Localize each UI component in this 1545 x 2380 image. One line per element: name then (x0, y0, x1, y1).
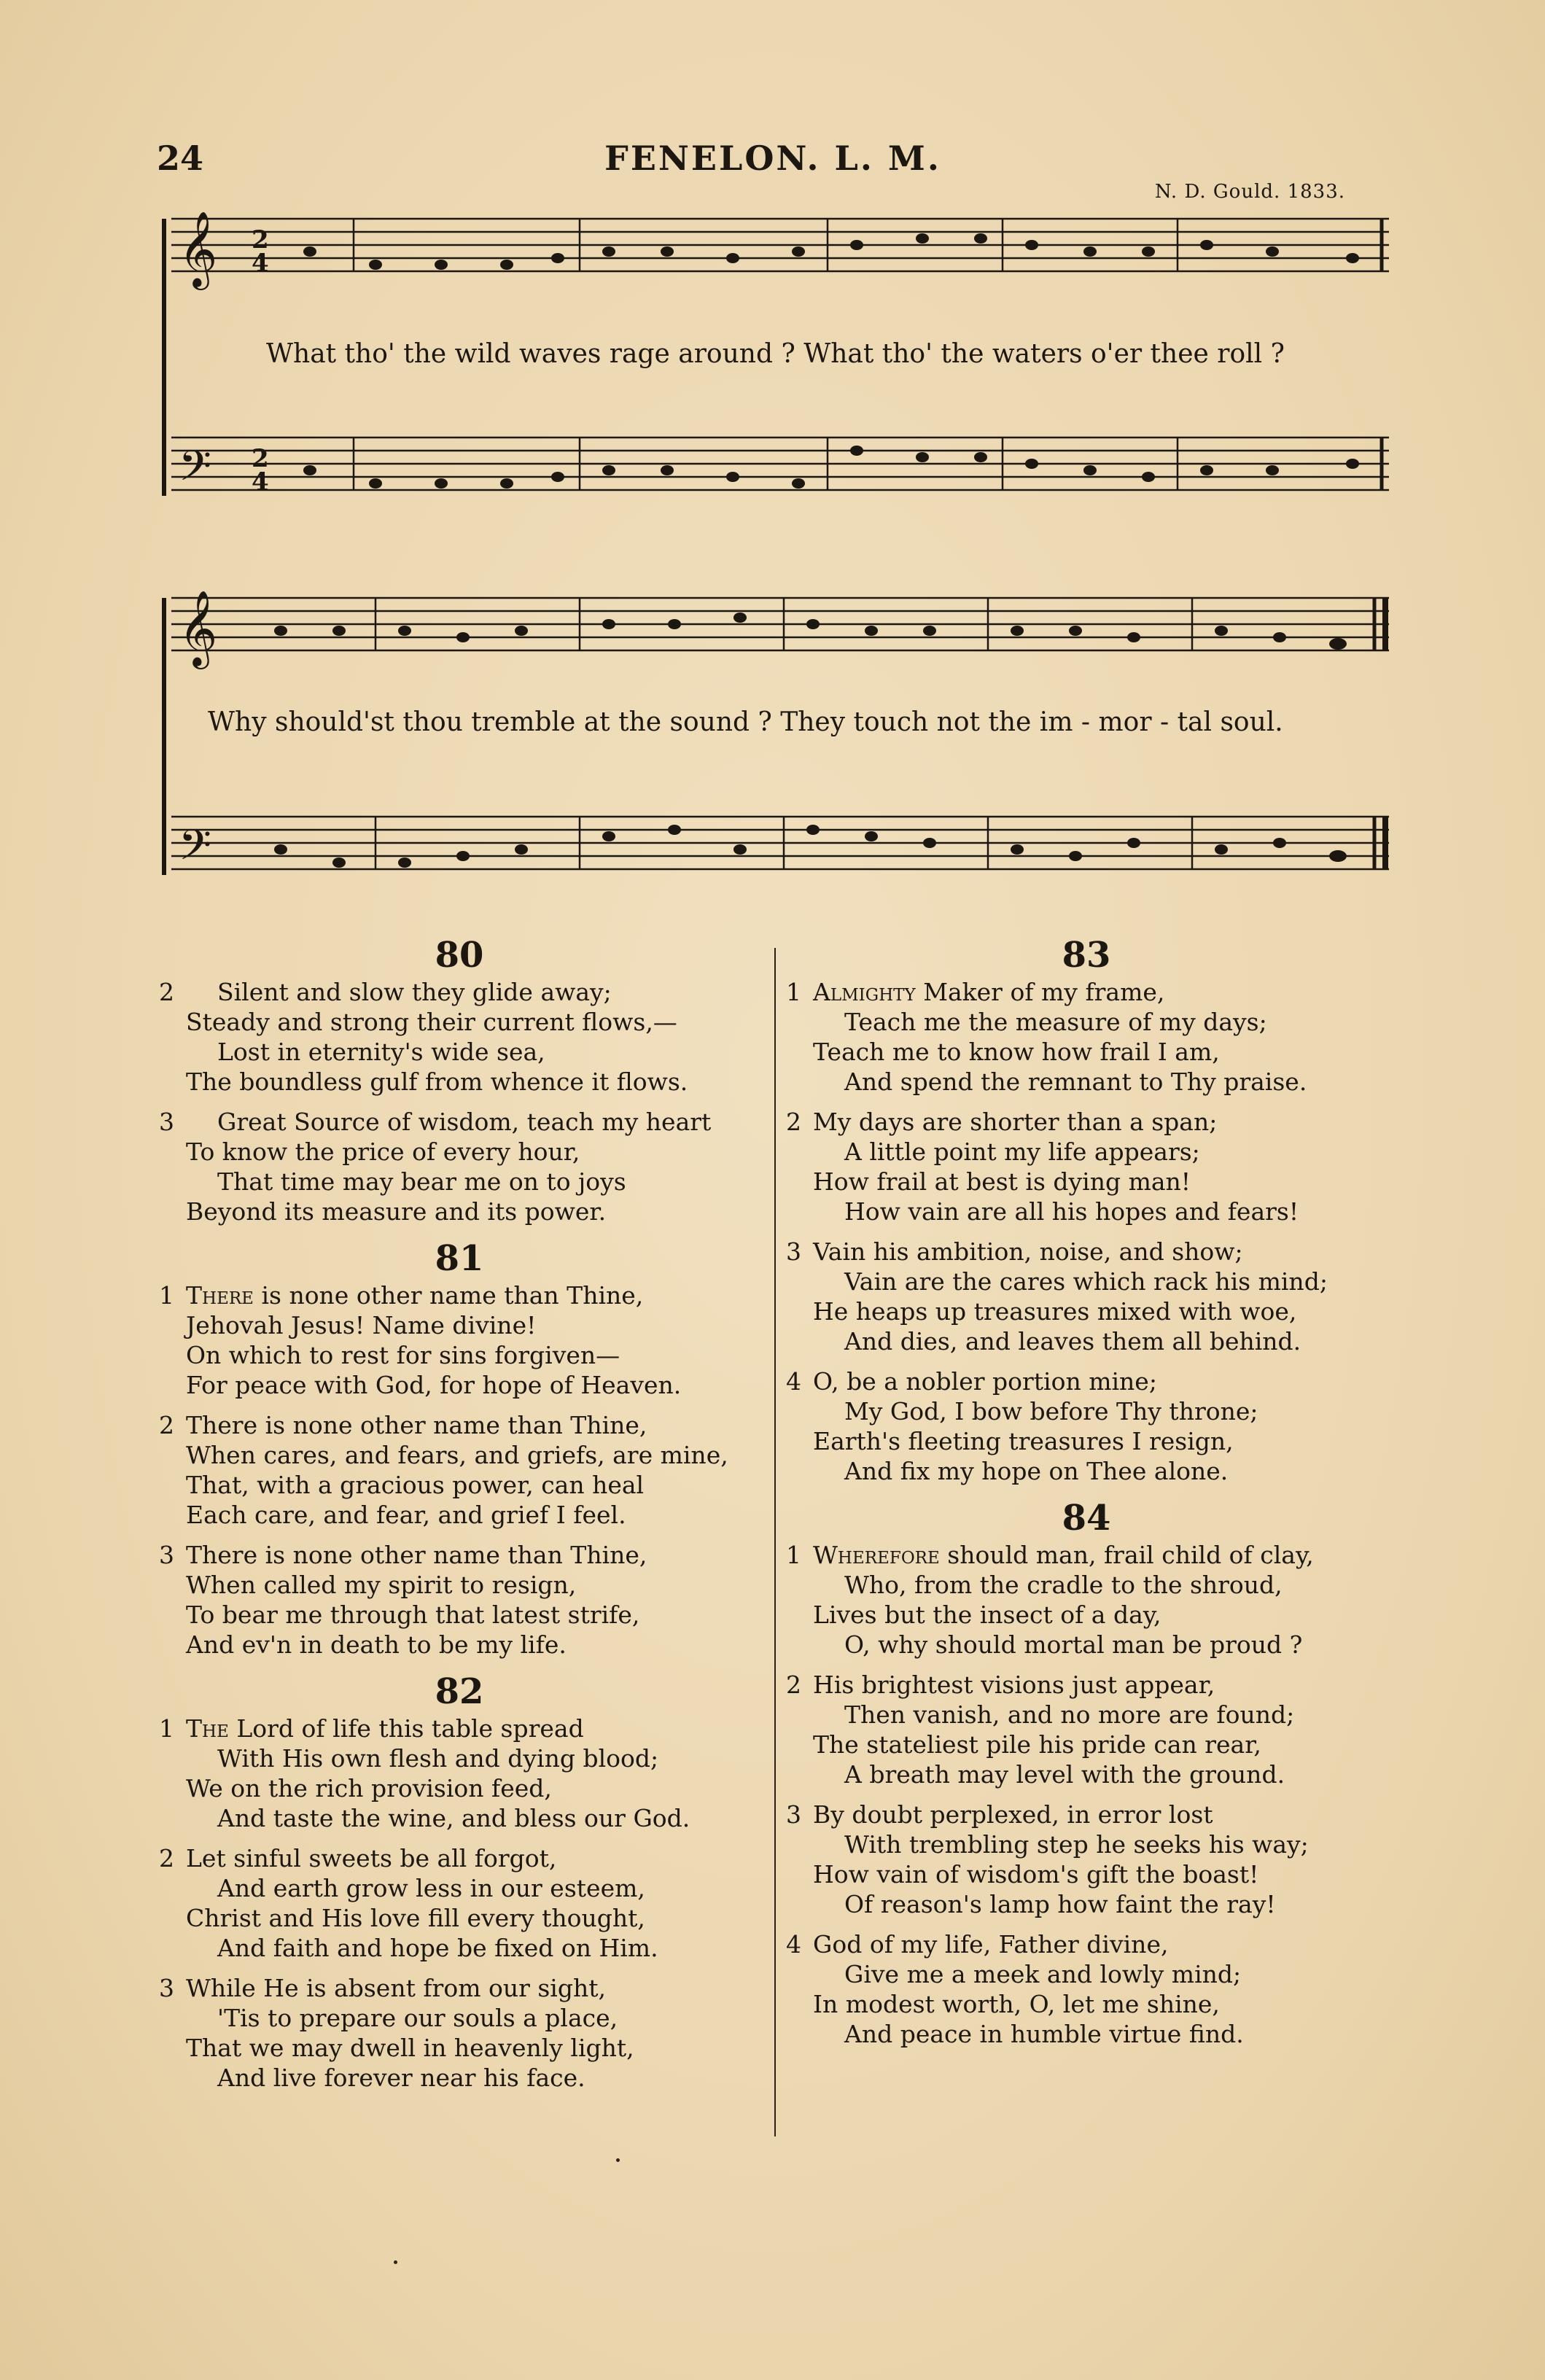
verse-line: By doubt perplexed, in error lost (813, 1800, 1213, 1829)
verse-number: 1 (786, 1541, 801, 1569)
svg-text:𝄞: 𝄞 (179, 211, 218, 287)
verse-line: Teach me to know how frail I am, (813, 1038, 1220, 1066)
svg-text:𝄢: 𝄢 (179, 820, 212, 880)
verse-line: And fix my hope on Thee alone. (844, 1457, 1229, 1485)
verse-line (780, 977, 1393, 1007)
verse-line: O, why should mortal man be proud ? (844, 1630, 1303, 1659)
verse-number: 2 (159, 1411, 174, 1439)
verse-line: My God, I bow before Thy throne; (844, 1397, 1258, 1426)
verse (780, 1366, 1393, 1486)
verse-line (153, 1280, 766, 1310)
verse (153, 1280, 766, 1400)
verse (780, 1800, 1393, 1919)
verse-line-rest: Maker of my frame, (915, 978, 1165, 1006)
verse-line: Teach me the measure of my days; (844, 1008, 1267, 1036)
column-divider (774, 948, 776, 2136)
verse-number: 3 (786, 1800, 801, 1829)
music-system-1 (157, 204, 1389, 510)
verse-line: That time may bear me on to joys (217, 1167, 626, 1196)
tune-title: FENELON. L. M. (604, 139, 941, 178)
verse-line: Earth's fleeting treasures I resign, (813, 1427, 1234, 1455)
lyrics-system-2: Why should'st thou tremble at the sound ? They touch not the im - mor - tal soul. (208, 707, 1283, 737)
verse-line: And taste the wine, and bless our God. (217, 1804, 690, 1832)
verse-line: Jehovah Jesus! Name divine! (186, 1311, 537, 1339)
music-system-2 (157, 583, 1389, 890)
verse-line: That, with a gracious power, can heal (186, 1471, 645, 1499)
verse-number: 1 (159, 1714, 174, 1743)
verse (153, 1973, 766, 2093)
verse-number: 3 (159, 1541, 174, 1569)
hymn-number: 83 (1062, 935, 1111, 976)
verse-line: How vain are all his hopes and fears! (844, 1197, 1299, 1226)
verse-line (780, 1540, 1393, 1570)
verse-first-word: There (186, 1281, 254, 1310)
verse-line: And dies, and leaves them all behind. (844, 1327, 1301, 1356)
verse-number: 1 (786, 978, 801, 1006)
page-header (157, 139, 1389, 203)
verse-line: Steady and strong their current flows,— (186, 1008, 677, 1036)
verse-number: 4 (786, 1930, 801, 1959)
verse-line: For peace with God, for hope of Heaven. (186, 1371, 682, 1399)
verse-line: And faith and hope be fixed on Him. (217, 1934, 658, 1962)
verse-line: A little point my life appears; (844, 1138, 1200, 1166)
page-number: 24 (157, 139, 204, 178)
paper-speck (394, 2260, 397, 2264)
verse (780, 1107, 1393, 1226)
verse-line: Who, from the cradle to the shroud, (844, 1571, 1283, 1599)
verse-line: Vain are the cares which rack his mind; (844, 1267, 1328, 1296)
verse-line: Then vanish, and no more are found; (844, 1700, 1295, 1729)
verse-number: 3 (159, 1108, 174, 1136)
verse-first-word: Almighty (813, 978, 916, 1006)
verse-number: 3 (786, 1237, 801, 1266)
lyrics-system-1: What tho' the wild waves rage around ? What tho' the waters o'er thee roll ? (266, 339, 1285, 369)
verse-line: Each care, and fear, and grief I feel. (186, 1501, 626, 1529)
verse (780, 977, 1393, 1097)
verse-line: How vain of wisdom's gift the boast! (813, 1860, 1259, 1889)
verse-line: And live forever near his face. (217, 2064, 585, 2092)
verse-line: Silent and slow they glide away; (217, 978, 612, 1006)
svg-text:𝄢: 𝄢 (179, 441, 212, 501)
verse-line: 'Tis to prepare our souls a place, (217, 2004, 618, 2032)
composer-credit: N. D. Gould. 1833. (1154, 181, 1345, 203)
verse (153, 1540, 766, 1660)
hymn-81 (153, 1237, 766, 1660)
verse-line: In modest worth, O, let me shine, (813, 1990, 1220, 2018)
verse (780, 1237, 1393, 1356)
verse-line: Let sinful sweets be all forgot, (186, 1844, 557, 1872)
verse-number: 2 (159, 1844, 174, 1872)
verse-line: We on the rich provision feed, (186, 1774, 552, 1802)
verse-line: The boundless gulf from whence it flows. (186, 1068, 688, 1096)
paper-speck (616, 2158, 620, 2162)
verse-line: My days are shorter than a span; (813, 1108, 1218, 1136)
verse (153, 1714, 766, 1833)
svg-text:2: 2 (252, 444, 269, 473)
hymn-number: 84 (1062, 1498, 1111, 1539)
verse-line: That we may dwell in heavenly light, (186, 2034, 634, 2062)
verse-number: 2 (786, 1108, 801, 1136)
verse-line: Lost in eternity's wide sea, (217, 1038, 545, 1066)
hymn-80 (153, 933, 766, 1226)
verse-first-word: Wherefore (813, 1541, 940, 1569)
hymn-83 (780, 933, 1393, 1486)
verse-line: Beyond its measure and its power. (186, 1197, 607, 1226)
verse-line: And spend the remnant to Thy praise. (844, 1068, 1307, 1096)
svg-text:4: 4 (252, 249, 269, 278)
verse-line: And earth grow less in our esteem, (217, 1874, 645, 1902)
verse (780, 1929, 1393, 2049)
verse-line: O, be a nobler portion mine; (813, 1367, 1157, 1396)
verse-line: When called my spirit to resign, (186, 1571, 577, 1599)
verse-line: Give me a meek and lowly mind; (844, 1960, 1242, 1988)
hymn-texts (153, 933, 1385, 2144)
verse-line: There is none other name than Thine, (186, 1411, 647, 1439)
hymn-number: 80 (435, 935, 484, 976)
svg-text:𝄞: 𝄞 (179, 590, 218, 666)
verse-line: To know the price of every hour, (186, 1138, 580, 1166)
verse-line-rest: is none other name than Thine, (253, 1281, 644, 1310)
verse-number: 4 (786, 1367, 801, 1396)
verse (153, 977, 766, 1097)
hymn-84 (780, 1496, 1393, 2049)
verse-line: On which to rest for sins forgiven— (186, 1341, 620, 1369)
verse-line: To bear me through that latest strife, (186, 1601, 640, 1629)
left-column (153, 933, 766, 2103)
verse-line: And peace in humble virtue find. (844, 2020, 1244, 2048)
verse (780, 1540, 1393, 1660)
verse-line: The stateliest pile his pride can rear, (813, 1730, 1261, 1759)
verse-number: 1 (159, 1281, 174, 1310)
verse-line: Vain his ambition, noise, and show; (813, 1237, 1243, 1266)
verse-number: 2 (786, 1671, 801, 1699)
verse-line: There is none other name than Thine, (186, 1541, 647, 1569)
svg-text:4: 4 (252, 467, 269, 497)
svg-text:2: 2 (252, 225, 269, 254)
verse-line: While He is absent from our sight, (186, 1974, 606, 2002)
verse-line-rest: Lord of life this table spread (228, 1714, 584, 1743)
verse-line (153, 1714, 766, 1743)
hymn-82 (153, 1670, 766, 2093)
verse-line: A breath may level with the ground. (844, 1760, 1285, 1789)
verse-number: 2 (159, 978, 174, 1006)
verse-line-rest: should man, frail child of clay, (939, 1541, 1314, 1569)
verse-line: Lives but the insect of a day, (813, 1601, 1161, 1629)
verse-line: With trembling step he seeks his way; (844, 1830, 1309, 1859)
verse-line: Great Source of wisdom, teach my heart (217, 1108, 712, 1136)
hymn-number: 82 (435, 1671, 484, 1712)
verse-line: How frail at best is dying man! (813, 1167, 1191, 1196)
right-column (780, 933, 1393, 2059)
verse (780, 1670, 1393, 1789)
verse-line: His brightest visions just appear, (813, 1671, 1215, 1699)
verse (153, 1843, 766, 1963)
verse (153, 1410, 766, 1530)
verse-first-word: The (186, 1714, 229, 1743)
verse-number: 3 (159, 1974, 174, 2002)
hymn-number: 81 (435, 1238, 484, 1279)
verse-line: Of reason's lamp how faint the ray! (844, 1890, 1276, 1918)
verse-line: He heaps up treasures mixed with woe, (813, 1297, 1297, 1326)
verse-line: Christ and His love fill every thought, (186, 1904, 645, 1932)
verse-line: When cares, and fears, and griefs, are mine, (186, 1441, 728, 1469)
verse-line: And ev'n in death to be my life. (186, 1630, 567, 1659)
verse (153, 1107, 766, 1226)
verse-line: God of my life, Father divine, (813, 1930, 1169, 1959)
verse-line: With His own flesh and dying blood; (217, 1744, 659, 1773)
